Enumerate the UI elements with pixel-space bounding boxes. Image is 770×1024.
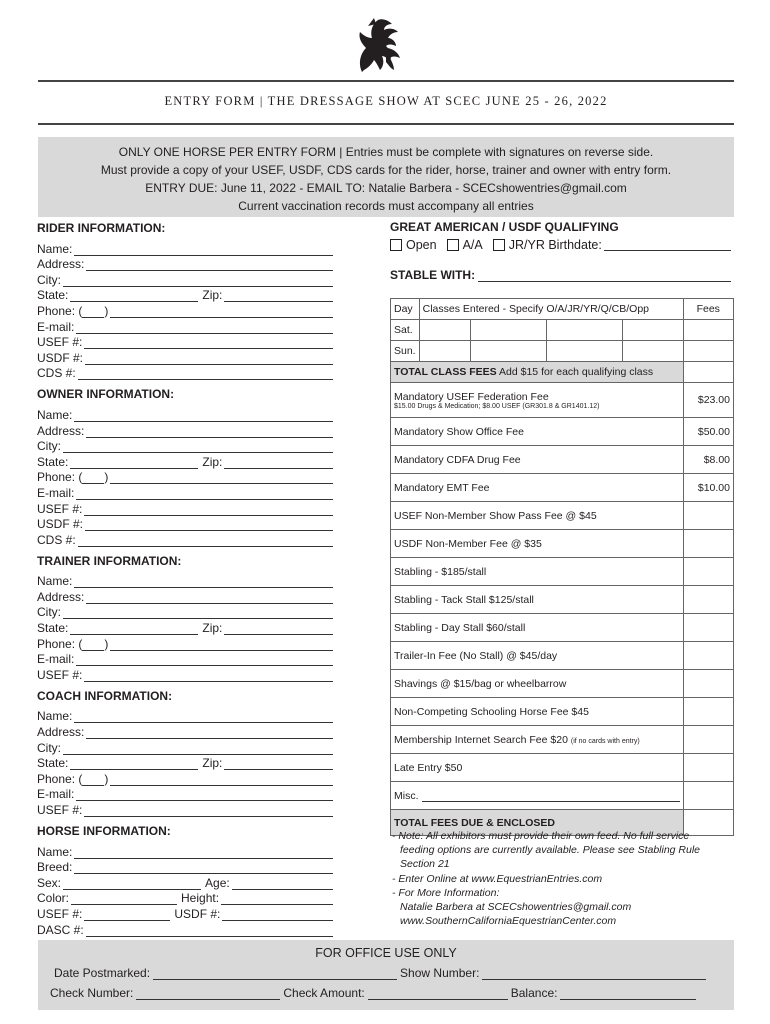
table-row xyxy=(391,614,734,642)
fees-table xyxy=(390,298,734,836)
coach-usef-field[interactable] xyxy=(84,806,333,817)
owner-city-label: City: xyxy=(37,439,61,454)
owner-cds-field[interactable] xyxy=(78,536,333,547)
class-cell[interactable] xyxy=(419,341,471,362)
table-row xyxy=(391,670,734,698)
jryr-label: JR/YR Birthdate: xyxy=(508,238,602,252)
horse-usdf-field[interactable] xyxy=(222,910,333,921)
trainer-email-label: E-mail: xyxy=(37,652,75,667)
fee-label: Stabling - Tack Stall $125/stall xyxy=(391,586,684,614)
notice-line: Current vaccination records must accompany all entries xyxy=(238,199,534,213)
trainer-usef-label: USEF #: xyxy=(37,667,83,682)
office-heading: FOR OFFICE USE ONLY xyxy=(315,946,457,960)
check-number-label: Check Number: xyxy=(50,986,134,1000)
coach-state-field[interactable] xyxy=(70,759,198,770)
trainer-zip-label: Zip: xyxy=(202,621,223,636)
trainer-name-field[interactable] xyxy=(74,577,333,588)
owner-address-field[interactable] xyxy=(86,427,333,438)
rider-phone-field[interactable] xyxy=(110,307,333,318)
table-row xyxy=(391,418,734,446)
coach-address-field[interactable] xyxy=(86,728,333,739)
open-option[interactable] xyxy=(390,238,437,252)
fee-amount: $23.00 xyxy=(683,383,734,418)
note-line: - For More Information: xyxy=(392,886,500,899)
table-row xyxy=(391,726,734,754)
table-row xyxy=(391,341,734,362)
horse-color-field[interactable] xyxy=(71,894,177,905)
trainer-address-label: Address: xyxy=(37,589,85,604)
fee-label: Mandatory Show Office Fee xyxy=(391,418,684,446)
fee-label: Late Entry $50 xyxy=(391,754,684,782)
info-column xyxy=(37,220,337,937)
fee-amount-field[interactable] xyxy=(683,642,734,670)
horse-sex-label: Sex: xyxy=(37,875,62,890)
fee-amount-field[interactable] xyxy=(683,670,734,698)
trainer-address-field[interactable] xyxy=(86,593,333,604)
fee-amount-field[interactable] xyxy=(683,530,734,558)
show-number-field[interactable] xyxy=(482,968,706,980)
table-row xyxy=(391,530,734,558)
fee-label: Stabling - Day Stall $60/stall xyxy=(391,614,684,642)
class-cell[interactable] xyxy=(471,341,547,362)
rider-heading: RIDER INFORMATION: xyxy=(37,221,166,235)
horse-name-field[interactable] xyxy=(74,848,333,859)
balance-label: Balance: xyxy=(510,986,558,1000)
jryr-option[interactable] xyxy=(493,238,602,252)
class-cell[interactable] xyxy=(547,320,623,341)
postmarked-field[interactable] xyxy=(153,968,397,980)
trainer-email-field[interactable] xyxy=(76,655,333,666)
trainer-phone-field[interactable] xyxy=(110,640,333,651)
rider-state-label: State: xyxy=(37,288,69,303)
notice-box xyxy=(38,137,734,217)
fee-label: USDF Non-Member Fee @ $35 xyxy=(391,530,684,558)
fee-amount: $50.00 xyxy=(683,418,734,446)
rider-area-code-field[interactable] xyxy=(82,307,104,318)
fee-cell[interactable] xyxy=(683,362,734,383)
trainer-city-label: City: xyxy=(37,605,61,620)
notice-line: ENTRY DUE: June 11, 2022 - EMAIL TO: Natalie Barbera - SCECshowentries@gmail.com xyxy=(145,181,627,195)
day-sun: Sun. xyxy=(391,341,420,362)
owner-phone-field[interactable] xyxy=(110,473,333,484)
paren: ) xyxy=(104,470,109,485)
table-row xyxy=(391,446,734,474)
notice-line: ONLY ONE HORSE PER ENTRY FORM | Entries must be complete with signatures on reverse side. xyxy=(118,145,654,159)
rider-name-label: Name: xyxy=(37,241,73,256)
rider-usef-field[interactable] xyxy=(84,338,333,349)
horse-heading: HORSE INFORMATION: xyxy=(37,824,171,838)
note-line: Natalie Barbera at SCECshowentries@gmail.com xyxy=(400,901,632,914)
owner-zip-field[interactable] xyxy=(224,458,333,469)
owner-address-label: Address: xyxy=(37,423,85,438)
coach-zip-label: Zip: xyxy=(202,756,223,771)
form-title: ENTRY FORM | THE DRESSAGE SHOW AT SCEC JUNE 25 - 26, 2022 xyxy=(164,94,608,108)
coach-name-label: Name: xyxy=(37,709,73,724)
coach-address-label: Address: xyxy=(37,725,85,740)
horse-usef-label: USEF #: xyxy=(37,906,83,921)
coach-usef-label: USEF #: xyxy=(37,803,83,817)
owner-email-field[interactable] xyxy=(76,489,333,500)
owner-phone-label: Phone: ( xyxy=(37,470,83,485)
total-fees-label: TOTAL FEES DUE & ENCLOSED xyxy=(391,810,684,836)
office-row xyxy=(38,983,734,1000)
fee-amount-field[interactable] xyxy=(683,754,734,782)
trainer-name-label: Name: xyxy=(37,574,73,589)
note-line: www.SouthernCaliforniaEquestrianCenter.com xyxy=(400,915,617,928)
top-rule xyxy=(38,80,734,82)
qualifying-section xyxy=(390,220,735,282)
trainer-city-field[interactable] xyxy=(63,608,333,619)
rider-address-field[interactable] xyxy=(86,260,333,271)
table-row xyxy=(391,782,734,810)
fee-label: Mandatory USEF Federation Fee xyxy=(394,390,549,403)
qualifying-heading: GREAT AMERICAN / USDF QUALIFYING xyxy=(390,220,619,234)
horse-sex-field[interactable] xyxy=(63,879,201,890)
table-row xyxy=(391,362,734,383)
note-line: Section 21 xyxy=(400,858,450,871)
owner-cds-label: CDS #: xyxy=(37,532,76,547)
rider-cds-label: CDS #: xyxy=(37,366,76,381)
fee-sublabel: $15.00 Drugs & Medication; $8.00 USEF (GR301.8 & GR1401.12) xyxy=(394,402,600,410)
horse-height-field[interactable] xyxy=(221,894,333,905)
owner-name-field[interactable] xyxy=(74,411,333,422)
table-row xyxy=(391,474,734,502)
fee-label: Misc. xyxy=(394,789,419,802)
trainer-zip-field[interactable] xyxy=(224,624,333,635)
open-label: Open xyxy=(406,238,437,252)
horse-dasc-field[interactable] xyxy=(86,926,333,937)
class-cell[interactable] xyxy=(471,320,547,341)
coach-name-field[interactable] xyxy=(74,712,333,723)
fee-label: USEF Non-Member Show Pass Fee @ $45 xyxy=(391,502,684,530)
fee-item xyxy=(391,383,684,418)
rider-city-label: City: xyxy=(37,272,61,287)
trainer-usef-field[interactable] xyxy=(84,671,333,682)
owner-city-field[interactable] xyxy=(63,442,333,453)
owner-email-label: E-mail: xyxy=(37,485,75,500)
rider-cds-field[interactable] xyxy=(78,369,333,380)
fee-amount-field[interactable] xyxy=(683,614,734,642)
horse-dasc-label: DASC #: xyxy=(37,922,84,937)
fee-label: Trailer-In Fee (No Stall) @ $45/day xyxy=(391,642,684,670)
fee-amount-field[interactable] xyxy=(683,502,734,530)
rider-email-label: E-mail: xyxy=(37,319,75,334)
coach-phone-label: Phone: ( xyxy=(37,771,83,786)
notes-block xyxy=(392,829,737,928)
fee-label: Mandatory EMT Fee xyxy=(391,474,684,502)
title-rule xyxy=(38,123,734,125)
horse-age-field[interactable] xyxy=(232,879,333,890)
qualifying-options xyxy=(390,238,735,252)
table-row xyxy=(391,754,734,782)
rider-name-field[interactable] xyxy=(74,245,333,256)
balance-field[interactable] xyxy=(560,988,696,1000)
note-line: - Enter Online at www.EquestrianEntries.com xyxy=(392,872,603,885)
fee-amount: $8.00 xyxy=(683,446,734,474)
paren: ) xyxy=(104,636,109,651)
horse-usdf-label: USDF #: xyxy=(174,906,221,921)
owner-zip-label: Zip: xyxy=(202,454,223,469)
fee-amount-field[interactable] xyxy=(683,726,734,754)
pegasus-logo-icon xyxy=(348,14,410,76)
coach-city-field[interactable] xyxy=(63,744,333,755)
coach-email-field[interactable] xyxy=(76,790,333,801)
horse-breed-label: Breed: xyxy=(37,860,73,875)
fee-cell[interactable] xyxy=(683,341,734,362)
postmarked-label: Date Postmarked: xyxy=(54,966,151,980)
coach-zip-field[interactable] xyxy=(224,759,333,770)
fee-label: Mandatory CDFA Drug Fee xyxy=(391,446,684,474)
trainer-area-code-field[interactable] xyxy=(82,640,104,651)
aa-label: A/A xyxy=(462,238,483,252)
horse-usef-field[interactable] xyxy=(84,910,170,921)
trainer-heading: TRAINER INFORMATION: xyxy=(37,553,182,568)
table-row xyxy=(391,320,734,341)
owner-usdf-field[interactable] xyxy=(85,520,333,531)
table-row xyxy=(391,383,734,418)
fee-amount-field[interactable] xyxy=(683,698,734,726)
paren: ) xyxy=(104,303,109,318)
note-line: feeding options are currently available. Please see Stabling Rule xyxy=(400,844,701,857)
table-row xyxy=(391,698,734,726)
trainer-state-label: State: xyxy=(37,621,69,636)
table-row xyxy=(391,558,734,586)
aa-option[interactable] xyxy=(447,238,483,252)
class-cell[interactable] xyxy=(623,320,683,341)
fee-label: Membership Internet Search Fee $20 xyxy=(394,733,568,746)
rider-state-field[interactable] xyxy=(70,291,198,302)
rider-usdf-field[interactable] xyxy=(85,354,333,365)
horse-age-label: Age: xyxy=(205,875,230,890)
horse-name-label: Name: xyxy=(37,844,73,859)
owner-usdf-label: USDF #: xyxy=(37,517,84,532)
stable-with-label: STABLE WITH: xyxy=(390,268,476,282)
misc-item xyxy=(391,782,684,810)
col-fees-header: Fees xyxy=(683,299,734,320)
owner-state-field[interactable] xyxy=(70,458,198,469)
table-row xyxy=(391,642,734,670)
horse-height-label: Height: xyxy=(181,891,220,906)
owner-area-code-field[interactable] xyxy=(82,473,104,484)
rider-zip-label: Zip: xyxy=(202,288,223,303)
paren: ) xyxy=(104,771,109,786)
trainer-state-field[interactable] xyxy=(70,624,198,635)
office-use-box xyxy=(38,940,734,1010)
class-cell[interactable] xyxy=(547,341,623,362)
fee-amount-field[interactable] xyxy=(683,586,734,614)
rider-phone-label: Phone: ( xyxy=(37,303,83,318)
check-number-field[interactable] xyxy=(136,988,280,1000)
owner-name-label: Name: xyxy=(37,407,73,422)
jryr-checkbox[interactable] xyxy=(493,239,505,251)
note-line: - Note: All exhibitors must provide their own feed. No full service xyxy=(392,830,690,842)
notice-line: Must provide a copy of your USEF, USDF, CDS cards for the rider, horse, trainer and owner with entry form. xyxy=(100,163,672,177)
fee-amount-field[interactable] xyxy=(683,782,734,810)
rider-email-field[interactable] xyxy=(76,323,333,334)
show-number-label: Show Number: xyxy=(400,966,480,980)
fee-item xyxy=(391,726,684,754)
stable-with-field[interactable] xyxy=(478,271,731,282)
rider-address-label: Address: xyxy=(37,257,85,272)
office-row xyxy=(38,963,734,980)
fee-amount-field[interactable] xyxy=(683,558,734,586)
owner-usef-label: USEF #: xyxy=(37,501,83,516)
check-amount-label: Check Amount: xyxy=(283,986,365,1000)
coach-state-label: State: xyxy=(37,756,69,771)
col-day-header: Day xyxy=(391,299,420,320)
coach-city-label: City: xyxy=(37,740,61,755)
day-sat: Sat. xyxy=(391,320,420,341)
rider-usdf-label: USDF #: xyxy=(37,350,84,365)
coach-phone-field[interactable] xyxy=(110,775,333,786)
fee-sublabel: (if no cards with entry) xyxy=(570,737,640,745)
rider-zip-field[interactable] xyxy=(224,291,333,302)
fee-label: Non-Competing Schooling Horse Fee $45 xyxy=(391,698,684,726)
aa-checkbox[interactable] xyxy=(447,239,459,251)
open-checkbox[interactable] xyxy=(390,239,402,251)
check-amount-field[interactable] xyxy=(368,988,508,1000)
table-row xyxy=(391,502,734,530)
class-cell[interactable] xyxy=(623,341,683,362)
total-class-fees-label: TOTAL CLASS FEES xyxy=(394,366,497,378)
owner-state-label: State: xyxy=(37,454,69,469)
coach-email-label: E-mail: xyxy=(37,787,75,802)
coach-heading: COACH INFORMATION: xyxy=(37,688,173,703)
class-cell[interactable] xyxy=(419,320,471,341)
table-row xyxy=(391,586,734,614)
total-class-fees-note: Add $15 for each qualifying class xyxy=(499,366,654,378)
owner-usef-field[interactable] xyxy=(84,505,333,516)
fee-amount: $10.00 xyxy=(683,474,734,502)
rider-city-field[interactable] xyxy=(63,276,333,287)
fee-cell[interactable] xyxy=(683,320,734,341)
birthdate-field[interactable] xyxy=(604,240,731,251)
fee-label: Stabling - $185/stall xyxy=(391,558,684,586)
rider-usef-label: USEF #: xyxy=(37,335,83,350)
owner-heading: OWNER INFORMATION: xyxy=(37,387,175,402)
misc-field[interactable] xyxy=(422,792,680,802)
horse-color-label: Color: xyxy=(37,891,70,906)
trainer-phone-label: Phone: ( xyxy=(37,636,83,651)
stable-with-row xyxy=(390,268,735,282)
fee-label: Shavings @ $15/bag or wheelbarrow xyxy=(391,670,684,698)
coach-area-code-field[interactable] xyxy=(82,775,104,786)
col-classes-header: Classes Entered - Specify O/A/JR/YR/Q/CB/Opp xyxy=(419,299,683,320)
total-class-fees-cell xyxy=(391,362,684,383)
horse-breed-field[interactable] xyxy=(74,863,333,874)
